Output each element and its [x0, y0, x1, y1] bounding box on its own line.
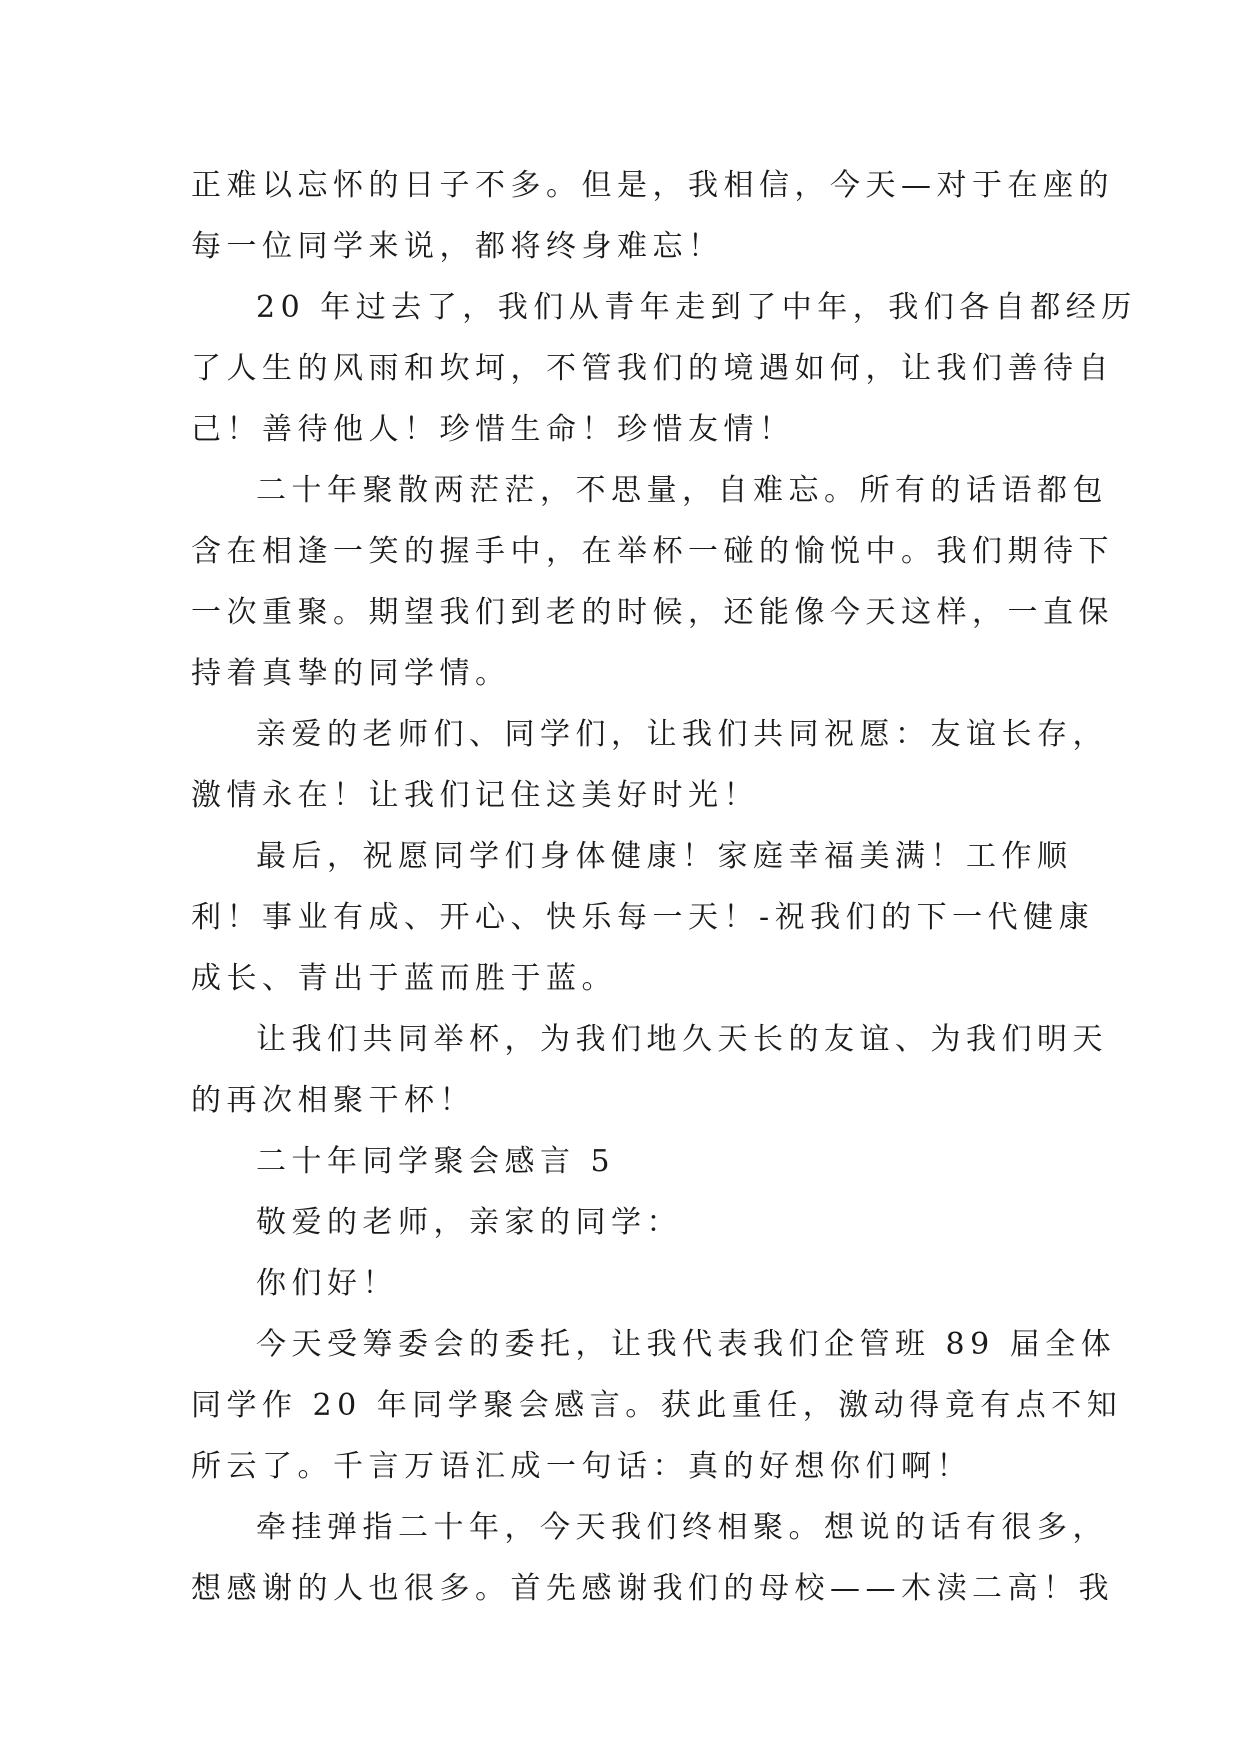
- body-line: 正难以忘怀的日子不多。但是，我相信，今天—对于在座的: [191, 168, 1114, 203]
- body-line: 20 年过去了，我们从青年走到了中年，我们各自都经历: [256, 290, 1137, 325]
- body-line: 牵挂弹指二十年，今天我们终相聚。想说的话有很多，: [256, 1510, 1108, 1545]
- document-body: [191, 155, 1137, 1619]
- section-heading: 二十年同学聚会感言 5: [256, 1144, 616, 1179]
- body-line: 最后，祝愿同学们身体健康！家庭幸福美满！工作顺: [256, 839, 1073, 874]
- body-line: 二十年聚散两茫茫，不思量，自难忘。所有的话语都包: [256, 473, 1108, 508]
- body-line: 成长、青出于蓝而胜于蓝。: [191, 961, 617, 996]
- body-line: 己！善待他人！珍惜生命！珍惜友情！: [191, 412, 795, 447]
- body-line: 亲爱的老师们、同学们，让我们共同祝愿：友谊长存，: [256, 717, 1108, 752]
- body-line: 持着真挚的同学情。: [191, 656, 511, 691]
- body-line: 的再次相聚干杯！: [191, 1083, 475, 1118]
- greeting: 你们好！: [256, 1266, 398, 1301]
- body-line: 了人生的风雨和坎坷，不管我们的境遇如何，让我们善待自: [191, 351, 1114, 386]
- body-line: 想感谢的人也很多。首先感谢我们的母校——木渎二高！我: [191, 1571, 1114, 1606]
- body-line: 今天受筹委会的委托，让我代表我们企管班 89 届全体: [256, 1327, 1117, 1362]
- body-line: 激情永在！让我们记住这美好时光！: [191, 778, 759, 813]
- body-line: 利！事业有成、开心、快乐每一天！-祝我们的下一代健康: [191, 900, 1095, 935]
- body-line: 同学作 20 年同学聚会感言。获此重任，激动得竟有点不知: [191, 1388, 1123, 1423]
- body-line: 所云了。千言万语汇成一句话：真的好想你们啊！: [191, 1449, 972, 1484]
- body-line: 一次重聚。期望我们到老的时候，还能像今天这样，一直保: [191, 595, 1114, 630]
- salutation: 敬爱的老师，亲家的同学：: [256, 1205, 682, 1240]
- body-line: 含在相逢一笑的握手中，在举杯一碰的愉悦中。我们期待下: [191, 534, 1114, 569]
- body-line: 每一位同学来说，都将终身难忘！: [191, 229, 724, 264]
- body-line: 让我们共同举杯，为我们地久天长的友谊、为我们明天: [256, 1022, 1108, 1057]
